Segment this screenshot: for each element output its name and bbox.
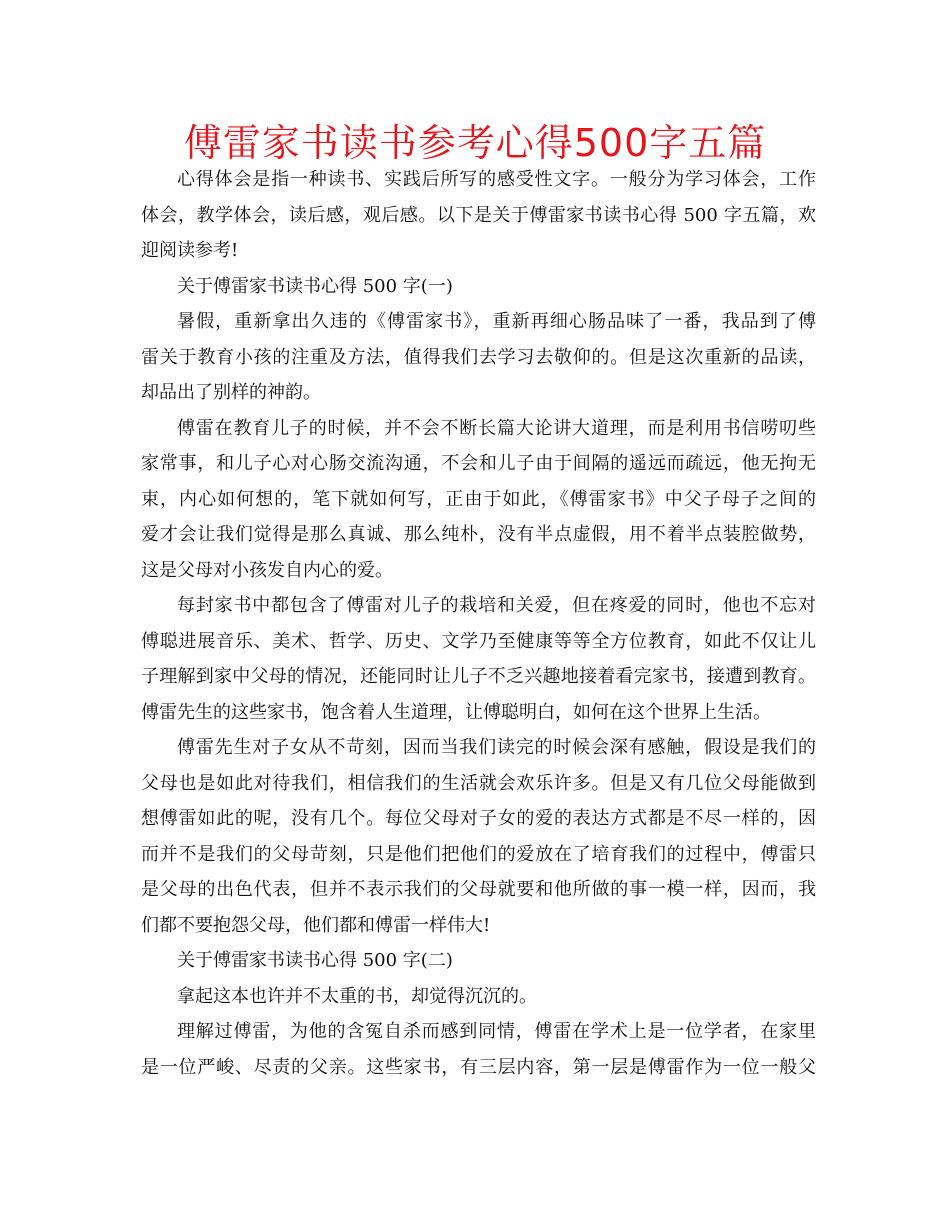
text-line: 体会，教学体会，读后感，观后感。以下是关于傅雷家书读书心得 500 字五篇，欢: [141, 204, 816, 226]
text-line: 束，内心如何想的，笔下就如何写，正由于如此，《傅雷家书》中父子母子之间的: [141, 488, 816, 510]
text-line: 爱才会让我们觉得是那么真诚、那么纯朴，没有半点虚假，用不着半点装腔做势，: [141, 524, 816, 545]
text-line: 暑假，重新拿出久违的《傅雷家书》，重新再细心肠品味了一番，我品到了傅: [177, 311, 816, 332]
text-line: 子理解到家中父母的情况，还能同时让儿子不乏兴趣地接着看完家书，接遭到教育。: [141, 666, 816, 687]
text-line: 迎阅读参考!: [141, 240, 239, 261]
text-line: 傅雷在教育儿子的时候，并不会不断长篇大论讲大道理，而是利用书信唠叨些: [177, 417, 816, 439]
text-line: 傅聪进展音乐、美术、哲学、历史、文学乃至健康等等全方位教育，如此不仅让儿: [141, 630, 816, 652]
text-line: 想傅雷如此的呢，没有几个。每位父母对子女的爱的表达方式都是不尽一样的，因: [141, 808, 816, 829]
text-line: 傅雷先生对子女从不苛刻，因而当我们读完的时候会深有感触，假设是我们的: [177, 737, 816, 758]
text-line: 是一位严峻、尽责的父亲。这些家书，有三层内容，第一层是傅雷作为一位一般父: [141, 1056, 816, 1078]
text-line: 是父母的出色代表，但并不表示我们的父母就要和他所做的事一模一样，因而，我: [141, 879, 816, 900]
text-line: 拿起这本也许并不太重的书，却觉得沉沉的。: [177, 985, 537, 1007]
text-line: 家常事，和儿子心对心肠交流沟通，不会和儿子由于间隔的遥远而疏远，他无拘无: [141, 453, 816, 474]
text-line: 关于傅雷家书读书心得 500 字(二): [177, 950, 453, 971]
text-line: 关于傅雷家书读书心得 500 字(一): [177, 275, 453, 297]
text-line: 这是父母对小孩发自内心的爱。: [141, 559, 393, 581]
text-line: 每封家书中都包含了傅雷对儿子的栽培和关爱，但在疼爱的同时，他也不忘对: [177, 595, 816, 616]
text-line: 却品出了别样的神韵。: [141, 382, 321, 403]
document-body: [141, 162, 816, 1085]
text-line: 雷关于教育小孩的注重及方法，值得我们去学习去敬仰的。但是这次重新的品读，: [141, 346, 816, 368]
text-line: 理解过傅雷，为他的含冤自杀而感到同情，傅雷在学术上是一位学者，在家里: [177, 1021, 816, 1042]
text-line: 父母也是如此对待我们，相信我们的生活就会欢乐许多。但是又有几位父母能做到: [141, 772, 816, 794]
text-line: 们都不要抱怨父母，他们都和傅雷一样伟大!: [141, 914, 491, 936]
text-line: 而并不是我们的父母苛刻，只是他们把他们的爱放在了培育我们的过程中，傅雷只: [141, 843, 816, 865]
page-title: 傅雷家书读书参考心得500字五篇: [183, 121, 767, 165]
text-line: 傅雷先生的这些家书，饱含着人生道理，让傅聪明白，如何在这个世界上生活。: [141, 701, 771, 723]
text-line: 心得体会是指一种读书、实践后所写的感受性文字。一般分为学习体会，工作: [177, 169, 816, 190]
